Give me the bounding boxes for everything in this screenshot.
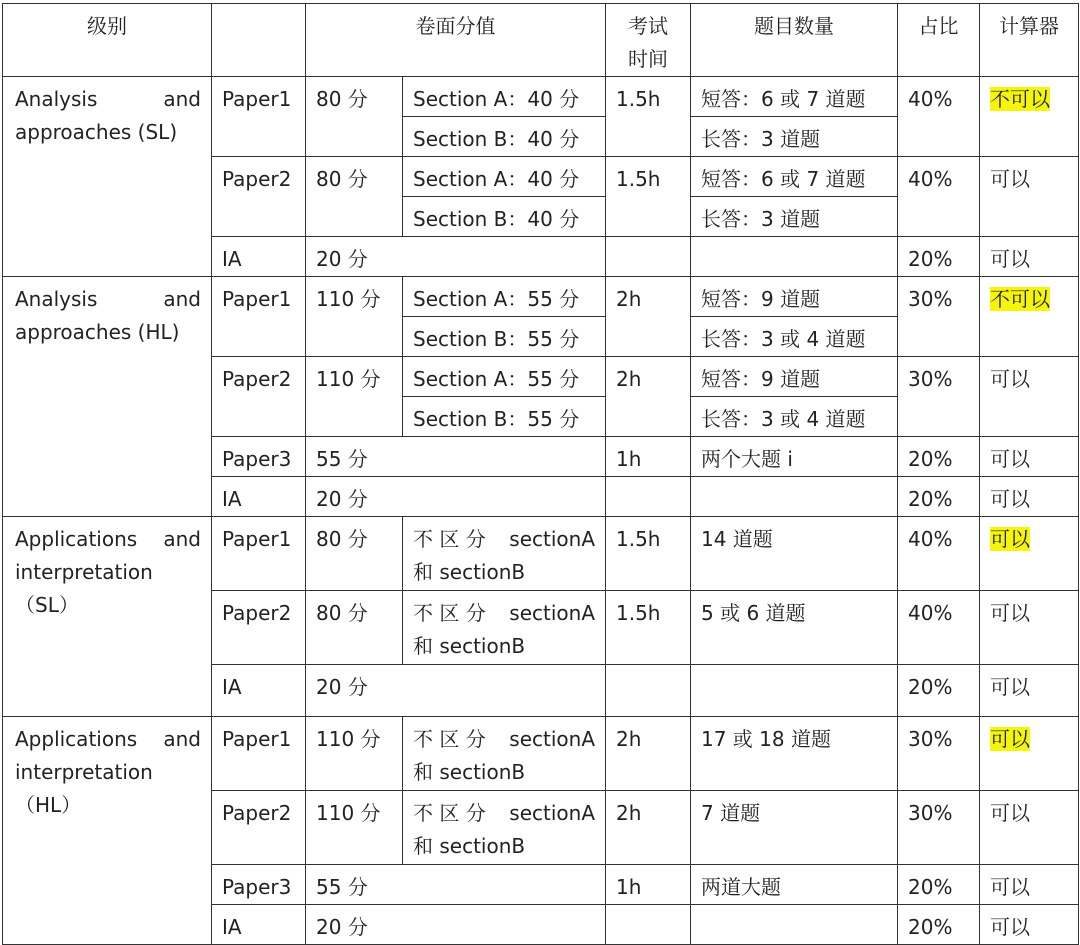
questions-a-cell: 短答：9 道题	[691, 277, 898, 317]
ratio-cell: 40%	[898, 591, 980, 665]
section-a-cell: Section A：40 分	[403, 77, 606, 117]
ratio-cell: 30%	[898, 791, 980, 865]
level-line1-a: Applications	[15, 527, 138, 551]
level-line1-b: and	[163, 287, 201, 311]
questions-cell	[691, 477, 898, 517]
time-cell: 1h	[606, 865, 691, 905]
paper-cell: IA	[212, 665, 306, 717]
table-row	[3, 277, 1079, 317]
time-cell: 2h	[606, 277, 691, 357]
calculator-cell: 可以	[980, 591, 1079, 665]
paper-cell: IA	[212, 477, 306, 517]
header-score: 卷面分值	[306, 4, 606, 77]
header-questions: 题目数量	[691, 4, 898, 77]
time-cell: 1.5h	[606, 517, 691, 591]
level-cell	[3, 277, 212, 517]
table-row	[3, 517, 1079, 591]
time-cell	[606, 905, 691, 945]
calculator-cell	[980, 517, 1079, 591]
calculator-cell	[980, 277, 1079, 357]
paper-cell: Paper2	[212, 357, 306, 437]
table-row	[3, 717, 1079, 791]
ratio-cell: 20%	[898, 665, 980, 717]
ib-math-exam-table	[2, 3, 1079, 945]
level-line2: approaches (SL)	[15, 120, 178, 144]
score-cell: 80 分	[306, 157, 403, 237]
section-line1-b: sectionA	[509, 801, 595, 825]
calculator-cell: 可以	[980, 157, 1079, 237]
header-time-line1: 考试	[628, 14, 668, 38]
calculator-cell: 可以	[980, 905, 1079, 945]
header-calculator: 计算器	[980, 4, 1079, 77]
ratio-cell: 30%	[898, 357, 980, 437]
section-b-cell: Section B：55 分	[403, 397, 606, 437]
questions-b-cell: 长答：3 道题	[691, 197, 898, 237]
section-line2: 和 sectionB	[413, 634, 526, 658]
score-cell: 20 分	[306, 477, 606, 517]
section-b-cell: Section B：40 分	[403, 197, 606, 237]
level-line1-b: and	[163, 527, 201, 551]
ratio-cell: 30%	[898, 277, 980, 357]
score-cell: 20 分	[306, 237, 606, 277]
paper-cell: IA	[212, 237, 306, 277]
header-level: 级别	[3, 4, 212, 77]
level-cell	[3, 517, 212, 717]
score-cell: 20 分	[306, 905, 606, 945]
level-line1-b: and	[163, 727, 201, 751]
section-line1-a: 不 区 分	[413, 601, 486, 625]
section-b-cell: Section B：40 分	[403, 117, 606, 157]
calculator-highlight: 可以	[990, 727, 1030, 751]
level-cell	[3, 717, 212, 945]
questions-cell: 两道大题	[691, 865, 898, 905]
ratio-cell: 20%	[898, 237, 980, 277]
level-line1-a: Analysis	[15, 287, 98, 311]
calculator-highlight: 不可以	[990, 287, 1050, 311]
header-paper	[212, 4, 306, 77]
questions-b-cell: 长答：3 道题	[691, 117, 898, 157]
questions-cell	[691, 905, 898, 945]
paper-cell: IA	[212, 905, 306, 945]
section-a-cell: Section A：40 分	[403, 157, 606, 197]
section-cell	[403, 717, 606, 791]
level-cell	[3, 77, 212, 277]
time-cell: 2h	[606, 357, 691, 437]
section-line1-a: 不 区 分	[413, 527, 486, 551]
level-line3: （HL）	[15, 793, 82, 817]
time-cell	[606, 477, 691, 517]
paper-cell: Paper1	[212, 277, 306, 357]
header-time	[606, 4, 691, 77]
level-line2: interpretation（SL）	[15, 560, 153, 617]
questions-b-cell: 长答：3 或 4 道题	[691, 317, 898, 357]
calculator-cell: 可以	[980, 357, 1079, 437]
section-line1-a: 不 区 分	[413, 801, 486, 825]
paper-cell: Paper2	[212, 157, 306, 237]
section-a-cell: Section A：55 分	[403, 277, 606, 317]
paper-cell: Paper3	[212, 865, 306, 905]
header-ratio: 占比	[898, 4, 980, 77]
paper-cell: Paper2	[212, 791, 306, 865]
paper-cell: Paper3	[212, 437, 306, 477]
ratio-cell: 30%	[898, 717, 980, 791]
time-cell	[606, 665, 691, 717]
calculator-cell: 可以	[980, 477, 1079, 517]
ratio-cell: 40%	[898, 77, 980, 157]
section-line1-a: 不 区 分	[413, 727, 486, 751]
questions-a-cell: 短答：9 道题	[691, 357, 898, 397]
level-line2: interpretation	[15, 760, 153, 784]
section-line2: 和 sectionB	[413, 834, 526, 858]
level-line1-a: Analysis	[15, 87, 98, 111]
section-line1-b: sectionA	[509, 727, 595, 751]
ratio-cell: 20%	[898, 437, 980, 477]
questions-a-cell: 短答：6 或 7 道题	[691, 157, 898, 197]
ratio-cell: 20%	[898, 477, 980, 517]
score-cell: 110 分	[306, 717, 403, 791]
score-cell: 55 分	[306, 437, 606, 477]
calculator-cell	[980, 77, 1079, 157]
section-cell	[403, 791, 606, 865]
ratio-cell: 20%	[898, 865, 980, 905]
table-row	[3, 77, 1079, 117]
time-cell: 2h	[606, 717, 691, 791]
questions-cell: 两个大题 i	[691, 437, 898, 477]
score-cell: 55 分	[306, 865, 606, 905]
score-cell: 80 分	[306, 517, 403, 591]
section-line2: 和 sectionB	[413, 560, 526, 584]
calculator-highlight: 可以	[990, 527, 1030, 551]
questions-cell: 14 道题	[691, 517, 898, 591]
paper-cell: Paper1	[212, 77, 306, 157]
section-cell	[403, 591, 606, 665]
time-cell: 1h	[606, 437, 691, 477]
calculator-cell	[980, 717, 1079, 791]
questions-cell	[691, 237, 898, 277]
section-line1-b: sectionA	[509, 527, 595, 551]
score-cell: 80 分	[306, 77, 403, 157]
ratio-cell: 40%	[898, 517, 980, 591]
section-a-cell: Section A：55 分	[403, 357, 606, 397]
header-time-line2: 时间	[628, 47, 668, 71]
ratio-cell: 20%	[898, 905, 980, 945]
time-cell	[606, 237, 691, 277]
paper-cell: Paper1	[212, 717, 306, 791]
questions-b-cell: 长答：3 或 4 道题	[691, 397, 898, 437]
section-line1-b: sectionA	[509, 601, 595, 625]
section-line2: 和 sectionB	[413, 760, 526, 784]
score-cell: 80 分	[306, 591, 403, 665]
questions-a-cell: 短答：6 或 7 道题	[691, 77, 898, 117]
paper-cell: Paper2	[212, 591, 306, 665]
score-cell: 110 分	[306, 277, 403, 357]
time-cell: 1.5h	[606, 591, 691, 665]
ratio-cell: 40%	[898, 157, 980, 237]
score-cell: 20 分	[306, 665, 606, 717]
calculator-cell: 可以	[980, 237, 1079, 277]
questions-cell	[691, 665, 898, 717]
level-line1-b: and	[163, 87, 201, 111]
questions-cell: 7 道题	[691, 791, 898, 865]
calculator-cell: 可以	[980, 865, 1079, 905]
score-cell: 110 分	[306, 791, 403, 865]
calculator-cell: 可以	[980, 665, 1079, 717]
questions-cell: 5 或 6 道题	[691, 591, 898, 665]
time-cell: 2h	[606, 791, 691, 865]
calculator-cell: 可以	[980, 791, 1079, 865]
level-line1-a: Applications	[15, 727, 138, 751]
score-cell: 110 分	[306, 357, 403, 437]
section-cell	[403, 517, 606, 591]
time-cell: 1.5h	[606, 77, 691, 157]
calculator-cell: 可以	[980, 437, 1079, 477]
time-cell: 1.5h	[606, 157, 691, 237]
header-row	[3, 4, 1079, 77]
section-b-cell: Section B：55 分	[403, 317, 606, 357]
calculator-highlight: 不可以	[990, 87, 1050, 111]
questions-cell: 17 或 18 道题	[691, 717, 898, 791]
paper-cell: Paper1	[212, 517, 306, 591]
level-line2: approaches (HL)	[15, 320, 180, 344]
